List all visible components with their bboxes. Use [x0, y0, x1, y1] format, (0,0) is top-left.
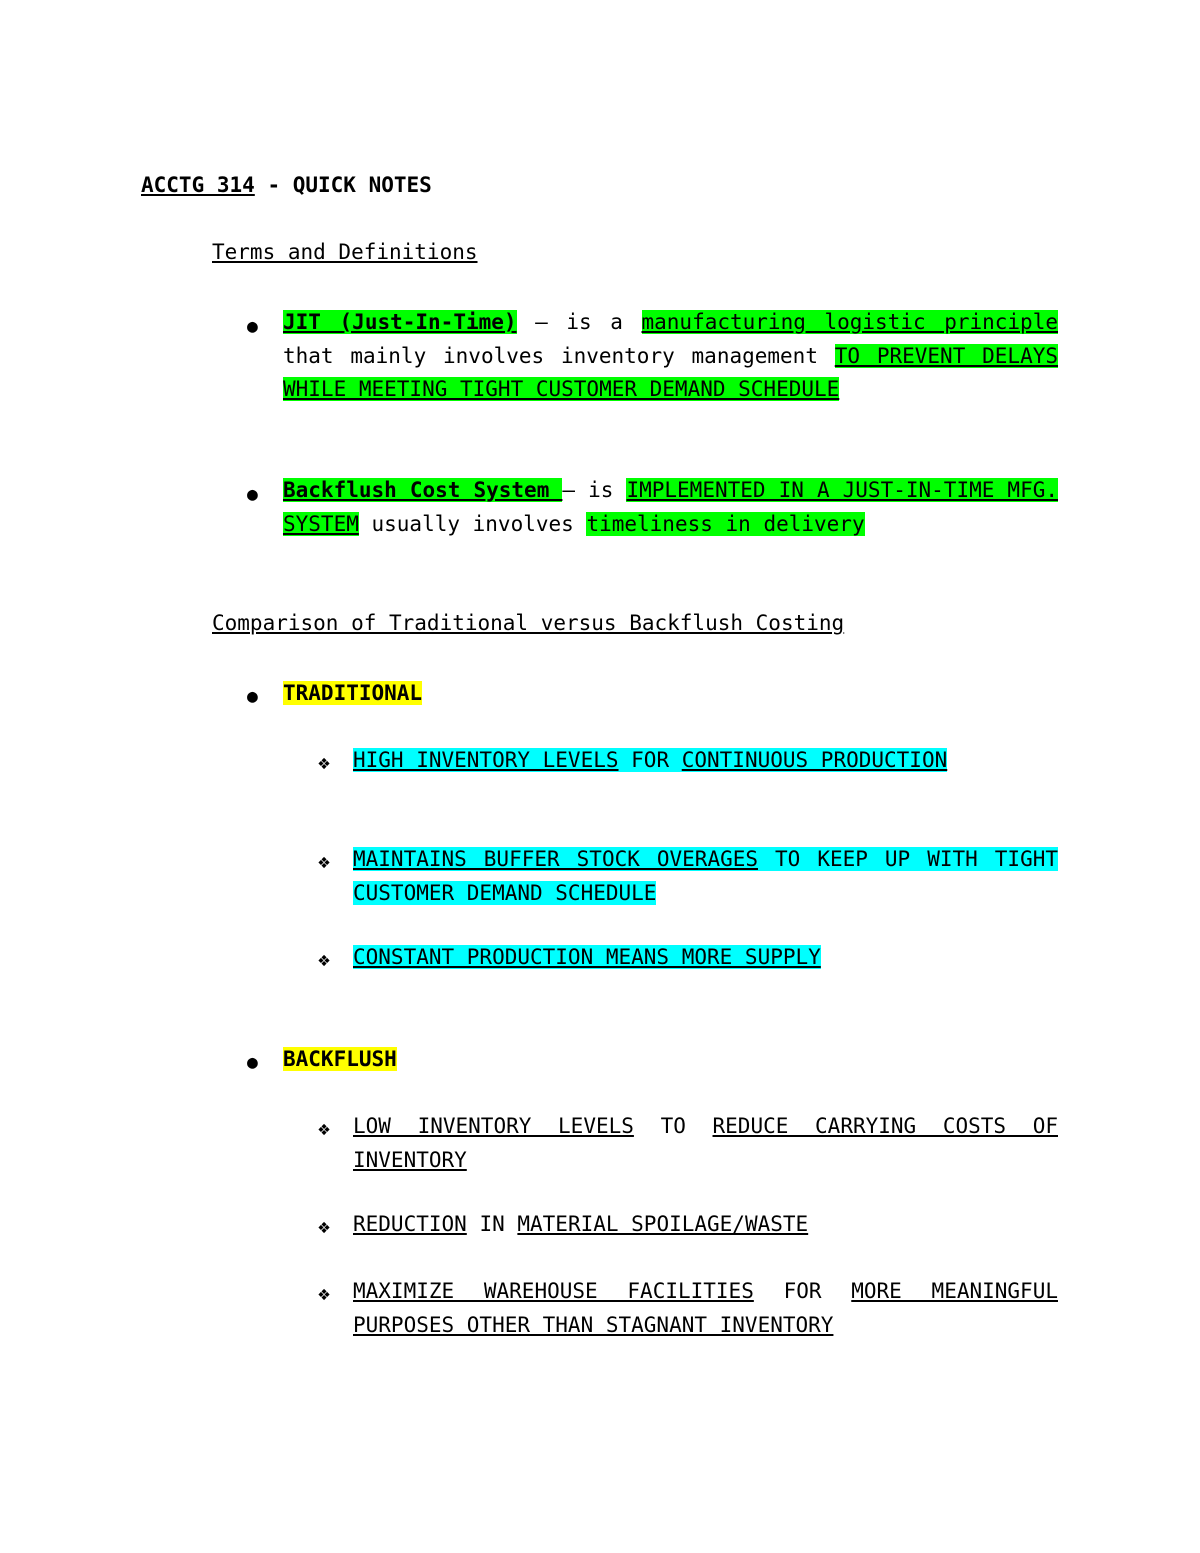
item-text: MORE MEANINGFUL PURPOSES OTHER THAN STAGNANT INVENTORY	[353, 1279, 1058, 1337]
diamond-bullet-icon: ❖	[318, 849, 331, 873]
jit-connector: – is a	[516, 310, 642, 334]
jit-def: manufacturing logistic principle	[641, 310, 1058, 334]
diamond-bullet-icon: ❖	[318, 1214, 331, 1238]
item-text: FOR	[618, 748, 682, 772]
jit-purpose: TO PREVENT DELAYS WHILE MEETING TIGHT CUSTOMER DEMAND SCHEDULE	[283, 343, 1058, 401]
diamond-bullet-icon: ❖	[318, 947, 331, 971]
section-heading-comparison: Comparison of Traditional versus Backflush Costing	[212, 611, 845, 635]
backflush-item	[353, 1275, 1058, 1342]
backflush-label-line	[283, 1043, 1058, 1077]
item-text: HIGH INVENTORY LEVELS	[353, 748, 619, 772]
bullet-icon: ●	[247, 1052, 258, 1073]
jit-definition	[283, 306, 1058, 407]
course-code: ACCTG 314	[141, 173, 255, 197]
title-rest: - QUICK NOTES	[254, 173, 432, 197]
item-text: MAXIMIZE WAREHOUSE FACILITIES	[353, 1279, 754, 1303]
item-text: LOW INVENTORY LEVELS	[353, 1114, 634, 1138]
traditional-item	[353, 843, 1058, 910]
backflush-connector: – is	[562, 478, 627, 502]
item-text: IN	[466, 1212, 518, 1236]
item-text: TO KEEP UP WITH TIGHT CUSTOMER DEMAND SCHEDULE	[353, 847, 1058, 905]
bullet-icon: ●	[247, 686, 258, 707]
traditional-label: TRADITIONAL	[283, 681, 423, 705]
item-text: FOR	[753, 1279, 852, 1303]
traditional-label-line	[283, 677, 1058, 711]
diamond-bullet-icon: ❖	[318, 1281, 331, 1305]
bullet-icon: ●	[247, 484, 258, 505]
backflush-definition	[283, 474, 1058, 541]
backflush-mid: usually involves	[358, 511, 587, 536]
item-text: REDUCE CARRYING COSTS OF INVENTORY	[353, 1114, 1058, 1172]
item-text: CONSTANT PRODUCTION MEANS MORE SUPPLY	[353, 945, 821, 969]
section-heading-terms: Terms and Definitions	[212, 240, 478, 264]
traditional-item	[353, 941, 1058, 975]
item-text: REDUCTION	[353, 1212, 467, 1236]
jit-term: JIT (Just-In-Time)	[283, 310, 517, 334]
backflush-def: IMPLEMENTED IN A JUST-IN-TIME MFG. SYSTEM	[283, 478, 1058, 536]
diamond-bullet-icon: ❖	[318, 750, 331, 774]
item-text: TO	[633, 1114, 713, 1138]
backflush-label: BACKFLUSH	[283, 1047, 397, 1071]
item-text: CONTINUOUS PRODUCTION	[681, 748, 948, 772]
traditional-item	[353, 744, 1058, 778]
backflush-tail: timeliness in delivery	[586, 511, 865, 536]
backflush-item	[353, 1208, 1058, 1242]
item-text: MATERIAL SPOILAGE/WASTE	[517, 1212, 809, 1236]
diamond-bullet-icon: ❖	[318, 1116, 331, 1140]
backflush-term: Backflush Cost System	[283, 478, 563, 502]
item-text: MAINTAINS BUFFER STOCK OVERAGES	[353, 847, 759, 871]
jit-mid: that mainly involves inventory management	[283, 343, 835, 368]
backflush-item	[353, 1110, 1058, 1177]
bullet-icon: ●	[247, 316, 258, 337]
document-title	[141, 173, 432, 197]
